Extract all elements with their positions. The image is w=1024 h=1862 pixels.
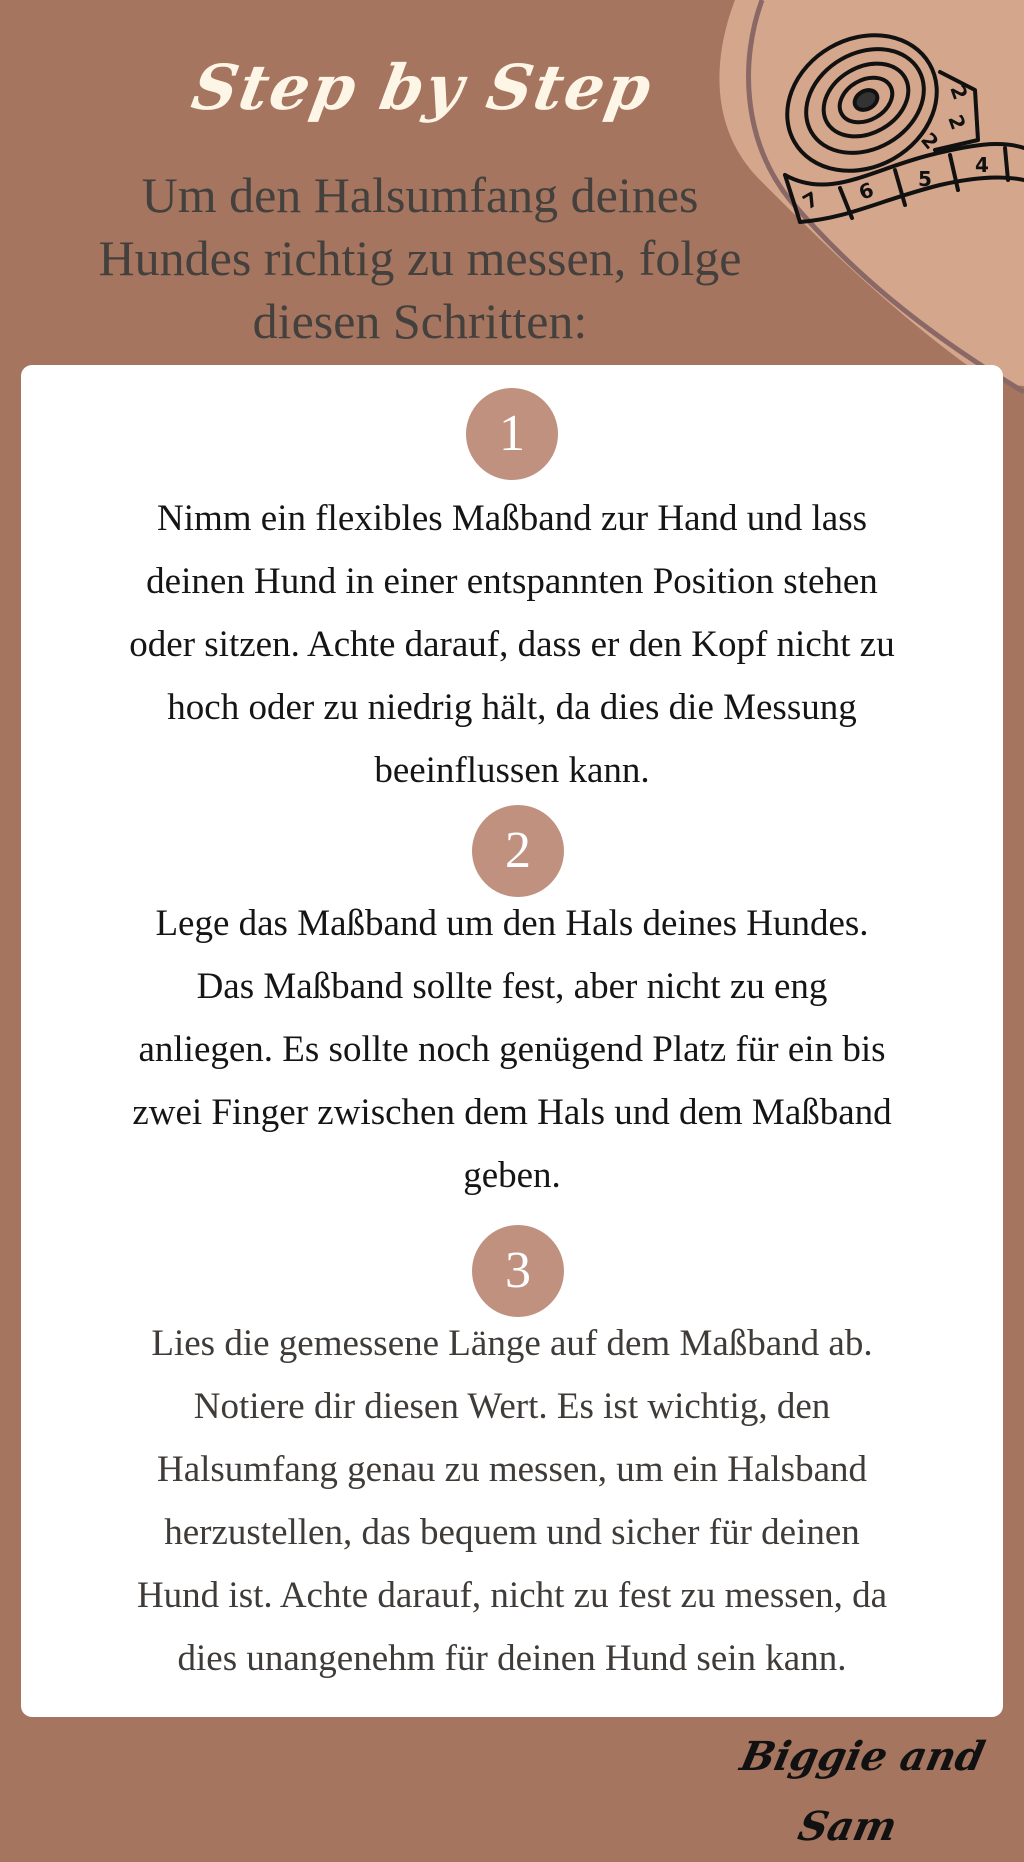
step-line: beeinflussen kann.: [374, 750, 650, 791]
step-line: Das Maßband sollte fest, aber nicht zu eng: [196, 966, 828, 1007]
svg-text:2: 2: [943, 111, 971, 133]
step-2-text: [21, 892, 1003, 1207]
svg-text:4: 4: [975, 153, 989, 177]
step-2-number-badge: 2: [472, 805, 564, 897]
brand-signature: Biggie and Sam: [736, 1733, 989, 1850]
step-line: Nimm ein flexibles Maßband zur Hand und lass: [156, 498, 868, 539]
steps-card: [21, 365, 1003, 1717]
step-line: Hund ist. Achte darauf, nicht zu fest zu messen, da: [136, 1575, 888, 1616]
step-line: anliegen. Es sollte noch genügend Platz für ein bis: [138, 1029, 886, 1070]
step-line: Notiere dir diesen Wert. Es ist wichtig, den: [193, 1386, 831, 1427]
intro-subtitle: [20, 164, 820, 353]
subtitle-line: Um den Halsumfang deines: [141, 167, 699, 223]
step-1-text: [21, 487, 1003, 802]
page-title: Step by Step: [186, 51, 659, 124]
step-line: Lies die gemessene Länge auf dem Maßband ab.: [151, 1323, 873, 1364]
step-1-number-badge: 1: [466, 388, 558, 480]
svg-text:7: 7: [798, 186, 823, 215]
step-line: zwei Finger zwischen dem Hals und dem Maßband: [132, 1092, 892, 1133]
svg-text:6: 6: [855, 177, 877, 205]
step-line: dies unangenehm für deinen Hund sein kann.: [177, 1638, 847, 1679]
svg-text:2: 2: [945, 81, 973, 103]
step-line: Halsumfang genau zu messen, um ein Halsband: [156, 1449, 867, 1490]
svg-text:2: 2: [916, 127, 944, 154]
svg-text:5: 5: [918, 167, 932, 191]
step-3-number-badge: 3: [472, 1225, 564, 1317]
subtitle-line: diesen Schritten:: [252, 293, 588, 349]
step-line: deinen Hund in einer entspannten Position stehen: [146, 561, 878, 602]
step-line: Lege das Maßband um den Hals deines Hundes.: [155, 903, 869, 944]
step-line: geben.: [463, 1155, 561, 1196]
step-3-text: [21, 1312, 1003, 1690]
subtitle-line: Hundes richtig zu messen, folge: [98, 230, 742, 286]
step-line: oder sitzen. Achte darauf, dass er den Kopf nicht zu: [129, 624, 895, 665]
step-line: hoch oder zu niedrig hält, da dies die Messung: [167, 687, 857, 728]
step-line: herzustellen, das bequem und sicher für deinen: [164, 1512, 860, 1553]
